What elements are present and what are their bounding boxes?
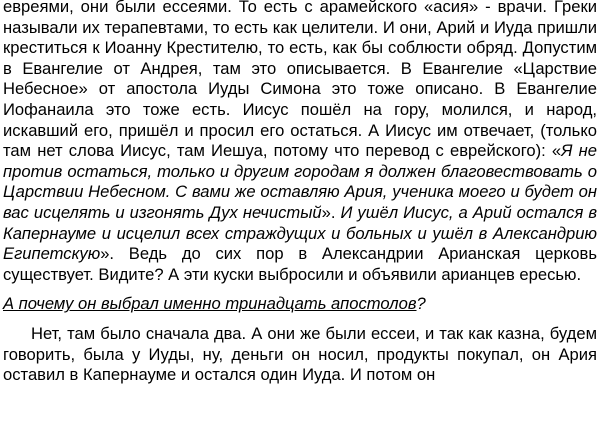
- interview-question: [3, 294, 597, 315]
- answer-text: Нет, там было сначала два. А они же были ессеи, и так как казна, будем говорить, была у Иуды, ну, деньги он носил, продукты покупал, он Ария оставил в Капернауме и остался один Иуда. И потом он: [3, 323, 597, 385]
- question-mark: ?: [416, 294, 426, 314]
- paragraph-text-before-quote: евреями, они были ессеями. То есть с арамейского «асия» - врачи. Греки называли их терапевтами, то есть как целители. И они, Арий и Иуда пришли креститься к Иоанну Крестителю, то есть, как бы соблюсти обряд. Допустим в Евангелие от Андрея, там это описывается. В Евангелие «Царствие Небесное» от апостола Иуды Симона это тоже описано. В Евангелие Иофанаила это тоже есть. Иисус пошёл на гору, молился, и народ, искавший его, пришёл и просил его остаться. А Иисус им отвечает, (только там нет слова Иисус, там Иешуа, потому что перевод с еврейского): «: [3, 0, 597, 161]
- paragraph-main: [3, 0, 597, 285]
- quote-italic-2: И ушёл Иисус, а Арий остался в Капернауме и исцелил всех страждущих и больных и ушёл в Александрию Египетскую: [3, 202, 597, 264]
- quote-separator: ».: [321, 202, 341, 222]
- question-text: А почему он выбрал именно тринадцать апостолов: [3, 294, 417, 314]
- paragraph-text-after-quote: ». Ведь до сих пор в Александрии Арианская церковь существует. Видите? А эти куски выбросили и объявили арианцев ересью.: [3, 244, 597, 284]
- quote-italic-1: Я не против остаться, только и другим городам я должен благовествовать о Царствии Небесном. С вами же оставляю Ария, ученика моего и будет он вас исцелять и изгонять Дух нечистый: [3, 141, 597, 222]
- interview-answer: [3, 324, 597, 386]
